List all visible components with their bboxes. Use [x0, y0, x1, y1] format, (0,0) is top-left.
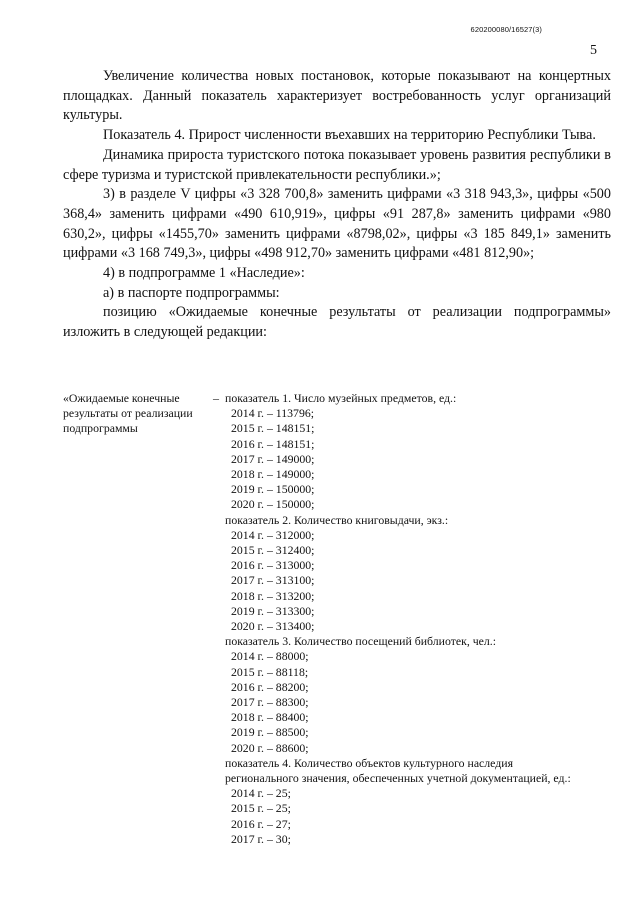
- indicator-year-value: 2018 г. – 149000;: [231, 467, 315, 482]
- indicator-year-value: 2020 г. – 313400;: [231, 619, 315, 634]
- indicator-year-value: 2017 г. – 313100;: [231, 573, 315, 588]
- indicator-year-value: 2014 г. – 88000;: [231, 649, 309, 664]
- indicator-year-value: 2017 г. – 88300;: [231, 695, 309, 710]
- indicator-title: показатель 3. Количество посещений библиотек, чел.:: [225, 634, 497, 649]
- indicator-year-value: 2017 г. – 30;: [231, 831, 291, 846]
- indicator-year-value: 2016 г. – 27;: [231, 816, 291, 831]
- indicator-year-value: 2015 г. – 88118;: [231, 664, 309, 679]
- table-dash: –: [213, 391, 219, 405]
- paragraph-section-v-amendments: 3) в разделе V цифры «3 328 700,8» заменить цифрами «3 318 943,3», цифры «500 368,4» заменить цифрами «490 610,919», цифры «91 287,8» заменить цифрами «980 630,2», цифры «1455,70» заменить цифрами «8798,02», цифры «3 185 849,1» заменить цифрами «3 168 749,3», цифры «498 912,70» заменить цифрами «481 812,90»;: [63, 186, 611, 262]
- document-id: 620200080/16527(3): [470, 25, 542, 34]
- indicator-year-value: 2016 г. – 88200;: [231, 679, 309, 694]
- indicator-year-value: 2015 г. – 312400;: [231, 543, 315, 558]
- indicator-year-value: 2017 г. – 149000;: [231, 451, 315, 466]
- body-text: [63, 67, 611, 343]
- table-indicators: [225, 391, 585, 847]
- indicator-year-value: 2016 г. – 148151;: [231, 436, 315, 451]
- results-table: [63, 391, 611, 847]
- indicator-year-value: 2019 г. – 150000;: [231, 482, 315, 497]
- page-number: 5: [590, 43, 597, 58]
- paragraph-indicator-4: Показатель 4. Прирост численности въехавших на территорию Республики Тыва.: [103, 127, 596, 144]
- indicator-title: показатель 4. Количество объектов культурного наследия регионального значения, обеспеченных учетной документацией, ед.:: [225, 755, 571, 786]
- indicator-year-value: 2016 г. – 313000;: [231, 558, 315, 573]
- indicator-year-value: 2019 г. – 313300;: [231, 603, 315, 618]
- indicator-title: показатель 1. Число музейных предметов, ед.:: [225, 391, 457, 405]
- indicator-year-value: 2020 г. – 88600;: [231, 740, 309, 755]
- indicator-year-value: 2019 г. – 88500;: [231, 725, 309, 740]
- paragraph-tourism-dynamics: Динамика прироста туристского потока показывает уровень развития республики в сфере туризма и туристской привлекательности республики.»;: [63, 146, 611, 183]
- paragraph-passport: а) в паспорте подпрограммы:: [103, 284, 280, 301]
- paragraph-new-productions: Увеличение количества новых постановок, которые показывают на концертных площадках. Данный показатель характеризует востребованность услуг организаций культуры.: [63, 68, 611, 124]
- indicator-year-value: 2014 г. – 113796;: [231, 406, 315, 421]
- indicator-year-value: 2020 г. – 150000;: [231, 497, 315, 512]
- indicator-year-value: 2015 г. – 148151;: [231, 421, 315, 436]
- paragraph-subprogram-1: 4) в подпрограмме 1 «Наследие»:: [103, 265, 305, 282]
- indicator-year-value: 2014 г. – 312000;: [231, 527, 315, 542]
- table-left-label: «Ожидаемые конечные результаты от реализации подпрограммы: [63, 391, 193, 436]
- indicator-year-value: 2015 г. – 25;: [231, 801, 291, 816]
- indicator-year-value: 2014 г. – 25;: [231, 786, 291, 801]
- indicator-year-value: 2018 г. – 88400;: [231, 710, 309, 725]
- indicator-title: показатель 2. Количество книговыдачи, экз.:: [225, 512, 449, 527]
- indicator-year-value: 2018 г. – 313200;: [231, 588, 315, 603]
- paragraph-position-wording: позицию «Ожидаемые конечные результаты от реализации подпрограммы» изложить в следующей редакции:: [63, 304, 611, 341]
